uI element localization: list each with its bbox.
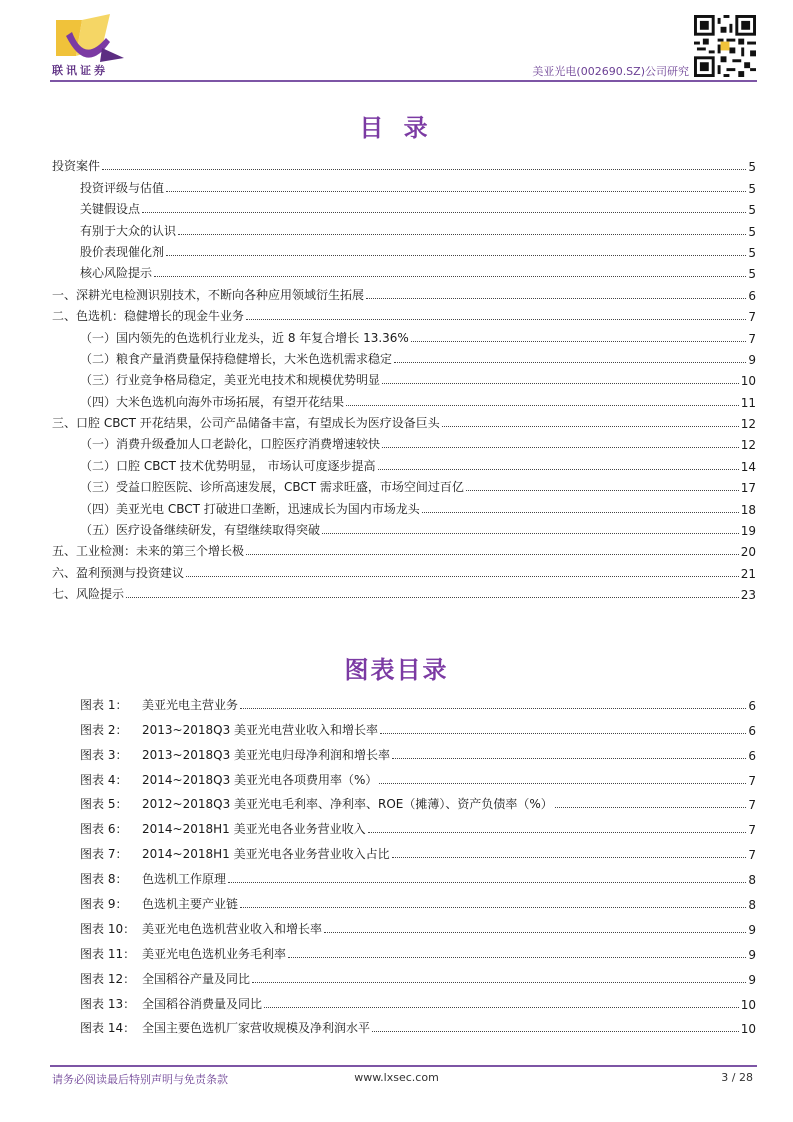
header-divider — [50, 80, 757, 82]
figure-entry-label — [80, 970, 250, 987]
toc-leader-dots — [166, 190, 746, 192]
toc-entry-label: （一）国内领先的色选机行业龙头，近 8 年复合增长 13.36% — [80, 330, 409, 345]
figure-entry-label — [80, 696, 238, 713]
figure-entry-title: 美亚光电主营业务 — [142, 697, 239, 712]
figure-entry-title: 2013~2018Q3 美亚光电归母净利润和增长率 — [142, 747, 391, 762]
figure-entry-title: 2014~2018H1 美亚光电各业务营业收入 — [142, 822, 366, 837]
figure-leader-dots — [264, 1006, 739, 1008]
figure-entry-title: 全国主要色选机厂家营收规模及净利润水平 — [142, 1021, 371, 1036]
toc-leader-dots — [378, 468, 739, 470]
figure-entry-page: 6 — [748, 748, 756, 763]
toc-list — [52, 153, 756, 602]
figure-entry[interactable] — [52, 788, 756, 813]
figure-leader-dots — [228, 881, 746, 883]
toc-entry-page: 23 — [740, 588, 756, 603]
figure-entry-title: 2012~2018Q3 美亚光电毛利率、净利率、ROE（摊薄）、资产负债率（%） — [142, 797, 553, 812]
footer-divider — [50, 1065, 757, 1067]
toc-leader-dots — [346, 404, 739, 406]
toc-entry-page: 7 — [748, 331, 756, 346]
toc-leader-dots — [422, 511, 739, 513]
figure-entry-prefix: 图表 4： — [80, 772, 128, 787]
figure-entry-page: 7 — [748, 798, 756, 813]
figure-entry-label — [80, 945, 286, 962]
figure-entry-prefix: 图表 11： — [80, 946, 136, 961]
figure-leader-dots — [368, 831, 747, 833]
toc-entry-page: 17 — [740, 481, 756, 496]
figure-entry-title: 全国稻谷消费量及同比 — [142, 996, 263, 1011]
toc-entry-label: 核心风险提示 — [80, 266, 153, 281]
toc-entry-label: 三、口腔 CBCT 开花结果，公司产品储备丰富，有望成长为医疗设备巨头 — [52, 416, 440, 431]
toc-entry-label: 二、色选机：稳健增长的现金牛业务 — [52, 309, 245, 324]
toc-leader-dots — [382, 382, 739, 384]
toc-entry[interactable] — [52, 153, 756, 174]
figure-entry-prefix: 图表 7： — [80, 847, 128, 862]
toc-title: 目 录 — [359, 114, 434, 142]
toc-entry-label: 投资评级与估值 — [80, 180, 165, 195]
figure-leader-dots — [380, 732, 746, 734]
toc-entry-label: 有别于大众的认识 — [80, 223, 177, 238]
toc-entry-page: 19 — [740, 524, 756, 539]
toc-entry[interactable] — [52, 260, 756, 281]
figure-entry[interactable] — [52, 688, 756, 713]
toc-entry-label: 七、风险提示 — [52, 587, 125, 602]
figure-entry-page: 8 — [748, 873, 756, 888]
figure-entry-prefix: 图表 13： — [80, 996, 136, 1011]
figure-entry-label — [80, 771, 377, 788]
figure-entry-page: 9 — [748, 922, 756, 937]
toc-entry-label: 六、盈利预测与投资建议 — [52, 565, 185, 580]
figure-entry-page: 9 — [748, 972, 756, 987]
figure-entry[interactable] — [52, 987, 756, 1012]
figure-entry-title: 美亚光电色选机营业收入和增长率 — [142, 921, 323, 936]
figure-entry-title: 2013~2018Q3 美亚光电营业收入和增长率 — [142, 722, 379, 737]
figure-entry-label — [80, 1019, 370, 1036]
toc-entry-page: 12 — [740, 438, 756, 453]
toc-entry[interactable] — [52, 452, 756, 473]
toc-entry-page: 11 — [740, 395, 756, 410]
figure-entry-page: 10 — [740, 997, 756, 1012]
toc-entry-page: 10 — [740, 374, 756, 389]
toc-entry[interactable] — [52, 346, 756, 367]
toc-entry[interactable] — [52, 538, 756, 559]
figure-leader-dots — [392, 757, 746, 759]
figure-entry[interactable] — [52, 962, 756, 987]
toc-entry-label: （三）受益口腔医院、诊所高速发展，CBCT 需求旺盛，市场空间过百亿 — [80, 480, 464, 495]
figure-list-title: 图表目录 — [344, 656, 449, 684]
figure-entry[interactable] — [52, 887, 756, 912]
figure-entry-prefix: 图表 6： — [80, 822, 128, 837]
figure-entry-label — [80, 995, 262, 1012]
figure-entry-label — [80, 721, 378, 738]
toc-entry-page: 5 — [748, 181, 756, 196]
toc-entry[interactable] — [52, 217, 756, 238]
figure-leader-dots — [392, 856, 747, 858]
figure-entry-label — [80, 895, 238, 912]
toc-entry-page: 9 — [748, 352, 756, 367]
toc-entry-label: （一）消费升级叠加人口老龄化，口腔医疗消费增速较快 — [80, 437, 381, 452]
toc-entry[interactable] — [52, 431, 756, 452]
figure-leader-dots — [372, 1030, 739, 1032]
figure-entry[interactable] — [52, 812, 756, 837]
toc-entry-page: 5 — [748, 245, 756, 260]
figure-entry-prefix: 图表 9： — [80, 897, 128, 912]
toc-entry-page: 12 — [740, 417, 756, 432]
toc-entry[interactable] — [52, 196, 756, 217]
toc-entry-label: （二）粮食产量消费量保持稳健增长，大米色选机需求稳定 — [80, 351, 393, 366]
figure-entry-label — [80, 746, 390, 763]
figure-entry-page: 7 — [748, 848, 756, 863]
figure-leader-dots — [288, 956, 746, 958]
toc-entry[interactable] — [52, 581, 756, 602]
figure-leader-dots — [240, 906, 746, 908]
toc-leader-dots — [382, 446, 739, 448]
toc-leader-dots — [246, 318, 746, 320]
toc-entry-label: （四）美亚光电 CBCT 打破进口垄断，迅速成长为国内市场龙头 — [80, 501, 420, 516]
toc-leader-dots — [154, 275, 746, 277]
figure-entry-page: 6 — [748, 698, 756, 713]
toc-leader-dots — [246, 553, 739, 555]
figure-entry-title: 全国稻谷产量及同比 — [142, 971, 251, 986]
figure-entry[interactable] — [52, 763, 756, 788]
figure-entry-label — [80, 920, 322, 937]
qr-code-icon — [694, 15, 756, 77]
toc-entry-page: 7 — [748, 310, 756, 325]
toc-leader-dots — [466, 489, 739, 491]
toc-leader-dots — [322, 532, 739, 534]
figure-entry-prefix: 图表 2： — [80, 722, 128, 737]
toc-entry-label: 投资案件 — [52, 159, 101, 174]
toc-entry[interactable] — [52, 324, 756, 345]
figure-entry-prefix: 图表 10： — [80, 921, 136, 936]
toc-entry-label: 关键假设点 — [80, 202, 141, 217]
report-title: 美亚光电(002690.SZ)公司研究 — [532, 65, 689, 78]
footer-website-link[interactable]: www.lxsec.com — [354, 1071, 439, 1084]
toc-entry-page: 6 — [748, 288, 756, 303]
figure-leader-dots — [240, 707, 746, 709]
figure-entry-prefix: 图表 1： — [80, 697, 128, 712]
figure-entry-title: 2014~2018Q3 美亚光电各项费用率（%） — [142, 772, 378, 787]
toc-entry-page: 21 — [740, 566, 756, 581]
toc-leader-dots — [178, 233, 746, 235]
figure-entry-title: 色选机主要产业链 — [142, 897, 239, 912]
toc-entry-label: （二）口腔 CBCT 技术优势明显， 市场认可度逐步提高 — [80, 458, 376, 473]
toc-entry-page: 5 — [748, 267, 756, 282]
figure-leader-dots — [324, 931, 746, 933]
logo-text: 联讯证券 — [52, 64, 108, 77]
figure-entry-label — [80, 820, 366, 837]
figure-entry-label — [80, 795, 553, 812]
figure-entry[interactable] — [52, 1012, 756, 1037]
toc-leader-dots — [166, 254, 746, 256]
toc-entry-label: 一、深耕光电检测识别技术，不断向各种应用领域衍生拓展 — [52, 287, 365, 302]
figure-entry-prefix: 图表 3： — [80, 747, 128, 762]
toc-leader-dots — [411, 340, 747, 342]
toc-entry-label: （五）医疗设备继续研发，有望继续取得突破 — [80, 523, 321, 538]
figure-list — [52, 688, 756, 1036]
toc-entry[interactable] — [52, 517, 756, 538]
toc-entry-label: 股价表现催化剂 — [80, 244, 165, 259]
toc-entry-page: 5 — [748, 224, 756, 239]
toc-leader-dots — [394, 361, 746, 363]
toc-entry[interactable] — [52, 303, 756, 324]
toc-entry[interactable] — [52, 239, 756, 260]
toc-entry-label: 五、工业检测：未来的第三个增长极 — [52, 544, 245, 559]
figure-entry[interactable] — [52, 837, 756, 862]
toc-entry-page: 5 — [748, 203, 756, 218]
toc-entry[interactable] — [52, 559, 756, 580]
footer-disclaimer[interactable]: 请务必阅读最后特别声明与免责条款 — [52, 1073, 228, 1086]
figure-entry[interactable] — [52, 912, 756, 937]
toc-entry-page: 14 — [740, 459, 756, 474]
figure-entry-page: 7 — [748, 773, 756, 788]
page-indicator: 3 / 28 — [721, 1071, 753, 1084]
figure-entry-label — [80, 845, 390, 862]
figure-entry[interactable] — [52, 937, 756, 962]
figure-entry-prefix: 图表 12： — [80, 971, 136, 986]
figure-entry[interactable] — [52, 738, 756, 763]
toc-entry-page: 18 — [740, 502, 756, 517]
figure-entry-prefix: 图表 5： — [80, 797, 128, 812]
figure-entry-prefix: 图表 8： — [80, 872, 128, 887]
figure-leader-dots — [252, 981, 746, 983]
toc-entry-page: 20 — [740, 545, 756, 560]
toc-leader-dots — [442, 425, 739, 427]
toc-entry[interactable] — [52, 495, 756, 516]
toc-entry-label: （四）大米色选机向海外市场拓展，有望开花结果 — [80, 394, 345, 409]
toc-leader-dots — [126, 596, 739, 598]
figure-leader-dots — [555, 806, 747, 808]
toc-entry[interactable] — [52, 281, 756, 302]
figure-entry[interactable] — [52, 862, 756, 887]
toc-entry-page: 5 — [748, 160, 756, 175]
figure-entry-page: 7 — [748, 823, 756, 838]
figure-leader-dots — [379, 782, 746, 784]
figure-entry-page: 9 — [748, 947, 756, 962]
toc-entry[interactable] — [52, 367, 756, 388]
toc-leader-dots — [366, 297, 746, 299]
figure-entry-title: 2014~2018H1 美亚光电各业务营业收入占比 — [142, 847, 390, 862]
figure-entry-page: 10 — [740, 1022, 756, 1037]
figure-entry-prefix: 图表 14： — [80, 1021, 136, 1036]
toc-leader-dots — [102, 168, 746, 170]
toc-entry[interactable] — [52, 174, 756, 195]
figure-entry-page: 8 — [748, 898, 756, 913]
toc-entry-label: （三）行业竞争格局稳定，美亚光电技术和规模优势明显 — [80, 373, 381, 388]
figure-entry[interactable] — [52, 713, 756, 738]
figure-entry-title: 美亚光电色选机业务毛利率 — [142, 946, 287, 961]
figure-entry-page: 6 — [748, 723, 756, 738]
toc-entry[interactable] — [52, 410, 756, 431]
figure-entry-label — [80, 870, 226, 887]
figure-entry-title: 色选机工作原理 — [142, 872, 227, 887]
toc-entry[interactable] — [52, 474, 756, 495]
toc-entry[interactable] — [52, 388, 756, 409]
toc-leader-dots — [186, 575, 739, 577]
toc-leader-dots — [142, 211, 746, 213]
